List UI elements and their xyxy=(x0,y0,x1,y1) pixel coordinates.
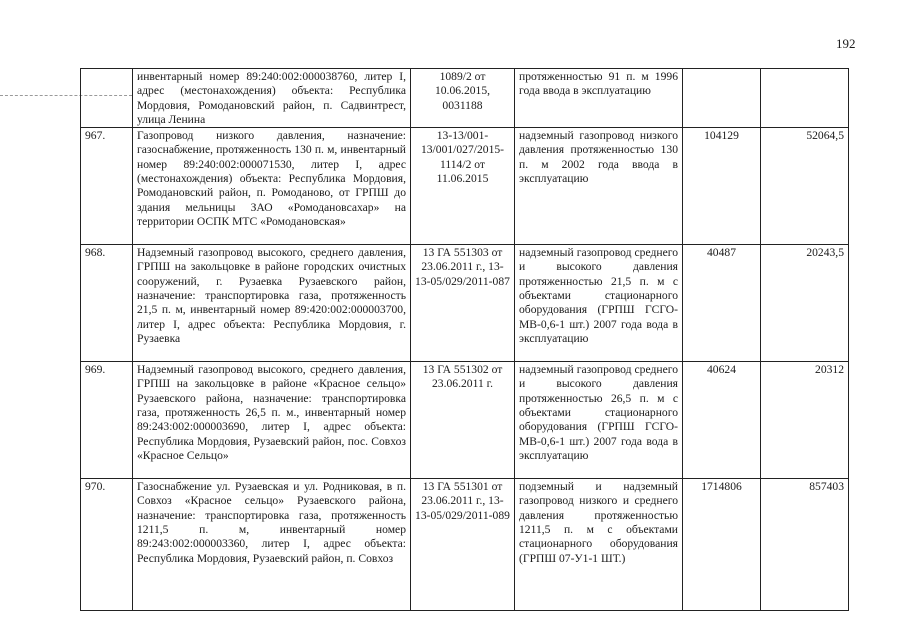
table-row xyxy=(81,128,849,245)
row-number: 969. xyxy=(81,362,133,479)
registration-record: 13-13/001-13/001/027/2015-1114/2 от 11.06.2015 xyxy=(411,128,515,245)
row-number: 968. xyxy=(81,245,133,362)
table-row xyxy=(81,245,849,362)
description-text: Газоснабжение ул. Рузаевская и ул. Родниковая, в п. Совхоз «Красное сельцо» Рузаевского района, назначение: транспортировка газа, протяженность 1211,5 п. м, инвентарный номер 89:243:002:000003360, литер I, адрес объекта: Республика Мордовия, Рузаевский район, п. Совхоз xyxy=(137,480,406,565)
value-column-2: 52064,5 xyxy=(761,128,849,245)
value-column-2: 20312 xyxy=(761,362,849,479)
object-description xyxy=(133,128,411,245)
registration-record: 13 ГА 551303 от 23.06.2011 г., 13-13-05/029/2011-087 xyxy=(411,245,515,362)
value-column-1: 40624 xyxy=(683,362,761,479)
registration-record: 1089/2 от 10.06.2015, 0031188 xyxy=(411,69,515,128)
registration-record: 13 ГА 551301 от 23.06.2011 г., 13-13-05/029/2011-089 xyxy=(411,479,515,611)
row-number: 970. xyxy=(81,479,133,611)
page-number: 192 xyxy=(836,36,856,51)
row-number xyxy=(81,69,133,128)
object-description xyxy=(133,69,411,128)
object-characteristics xyxy=(515,69,683,128)
characteristics-text: протяженностью 91 п. м 1996 года ввода в эксплуатацию xyxy=(519,70,678,98)
value-column-1 xyxy=(683,69,761,128)
characteristics-text: надземный газопровод низкого давления протяженностью 130 п. м 2002 года ввода в эксплуатацию xyxy=(519,129,678,186)
object-characteristics xyxy=(515,245,683,362)
value-column-1: 104129 xyxy=(683,128,761,245)
value-column-2: 857403 xyxy=(761,479,849,611)
property-register-table xyxy=(80,68,849,611)
object-characteristics xyxy=(515,362,683,479)
characteristics-text: надземный газопровод среднего и высокого давления протяженностью 21,5 п. м с объектами стационарного оборудования (ГРПШ ГСГО-МВ-0,6-1 шт.) 2007 года вода в эксплуатацию xyxy=(519,246,678,345)
characteristics-text: подземный и надземный газопровод низкого и среднего давления протяженностью 1211,5 п. м с объектами стационарного оборудования (ГРПШ 07-У1-1 ШТ.) xyxy=(519,480,678,565)
value-column-2 xyxy=(761,69,849,128)
description-text: инвентарный номер 89:240:002:000038760, литер I, адрес (местонахождения) объекта: Республика Мордовия, Ромодановский район, п. Садвинтрест, улица Ленина xyxy=(137,70,406,126)
object-characteristics xyxy=(515,479,683,611)
description-text: Газопровод низкого давления, назначение: газоснабжение, протяженность 130 п. м, инвентарный номер 89:240:002:000071530, литер I, адрес (местонахождения) объекта: Республика Мордовия, Ромодановский район, п. Ромоданово, от ГРПШ до здания мельницы ЗАО «Ромодановсахар» на территории ОСПК МТС «Ромодановская» xyxy=(137,129,406,228)
value-column-2: 20243,5 xyxy=(761,245,849,362)
table-row xyxy=(81,362,849,479)
registration-record: 13 ГА 551302 от 23.06.2011 г. xyxy=(411,362,515,479)
object-characteristics xyxy=(515,128,683,245)
description-text: Надземный газопровод высокого, среднего давления, ГРПШ на закольцовке в районе «Красное сельцо» Рузаевского района, назначение: транспортировка газа, протяженность 26,5 п. м., инвентарный номер 89:243:002:000003690, литер I, адрес объекта: Республика Мордовия, Рузаевский район, пос. Совхоз «Красное Сельцо» xyxy=(137,363,406,462)
row-number: 967. xyxy=(81,128,133,245)
value-column-1: 1714806 xyxy=(683,479,761,611)
description-text: Надземный газопровод высокого, среднего давления, ГРПШ на закольцовке в районе городских очистных сооружений, г. Рузаевка Рузаевского район, назначение: транспортировка газа, протяженность 21,5 п. м, инвентарный номер 89:420:002:000003700, литер I, адрес объекта: Республика Мордовия, г. Рузаевка xyxy=(137,246,406,345)
object-description xyxy=(133,245,411,362)
value-column-1: 40487 xyxy=(683,245,761,362)
object-description xyxy=(133,479,411,611)
object-description xyxy=(133,362,411,479)
characteristics-text: надземный газопровод среднего и высокого давления протяженностью 26,5 п. м с объектами стационарного оборудования (ГРПШ ГСГО-МВ-0,6-1 шт.) 2007 года вода в эксплуатацию xyxy=(519,363,678,462)
table-row xyxy=(81,69,849,128)
table-row xyxy=(81,479,849,611)
